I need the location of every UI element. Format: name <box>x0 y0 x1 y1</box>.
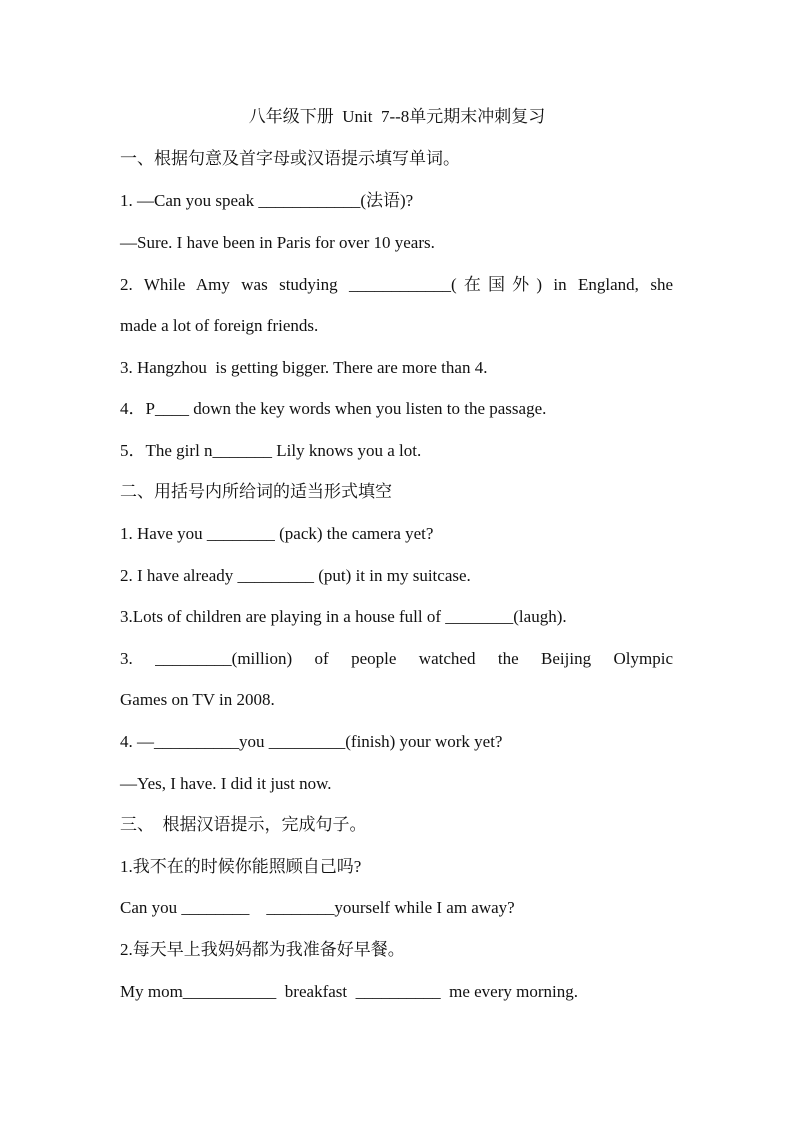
question-line: 1. —Can you speak ____________(法语)? <box>120 191 414 210</box>
question-line: 2. While Amy was studying ____________(在国外) in England, she <box>120 275 673 294</box>
question-line: 4．P____ down the key words when you listen to the passage. <box>120 399 547 418</box>
question-line: —Sure. I have been in Paris for over 10 years. <box>120 233 435 252</box>
question-line: 2.每天早上我妈妈都为我准备好早餐。 <box>120 940 405 959</box>
section-1-heading: 一、根据句意及首字母或汉语提示填写单词。 <box>120 149 460 168</box>
question-line: 4. —__________you _________(finish) your work yet? <box>120 732 503 751</box>
question-line: 1.我不在的时候你能照顾自己吗? <box>120 857 362 876</box>
question-line: 1. Have you ________ (pack) the camera yet? <box>120 524 434 543</box>
question-line: 3. _________(million) of people watched the Beijing Olympic <box>120 649 673 668</box>
page-title: 八年级下册 Unit 7--8单元期末冲刺复习 <box>248 107 546 126</box>
question-line: made a lot of foreign friends. <box>120 316 319 335</box>
question-line: —Yes, I have. I did it just now. <box>120 774 332 793</box>
section-2-heading: 二、用括号内所给词的适当形式填空 <box>120 482 392 501</box>
question-line: Games on TV in 2008. <box>120 690 275 709</box>
question-line: 3.Lots of children are playing in a house full of ________(laugh). <box>120 607 567 626</box>
question-line: 5．The girl n_______ Lily knows you a lot. <box>120 441 422 460</box>
section-3-heading: 三、 根据汉语提示，完成句子。 <box>120 815 367 834</box>
question-line: Can you ________ ________yourself while I am away? <box>120 898 515 917</box>
question-line: 3. Hangzhou is getting bigger. There are more than 4. <box>120 358 488 377</box>
question-line: My mom___________ breakfast __________ me every morning. <box>120 982 578 1001</box>
question-line: 2. I have already _________ (put) it in my suitcase. <box>120 566 471 585</box>
